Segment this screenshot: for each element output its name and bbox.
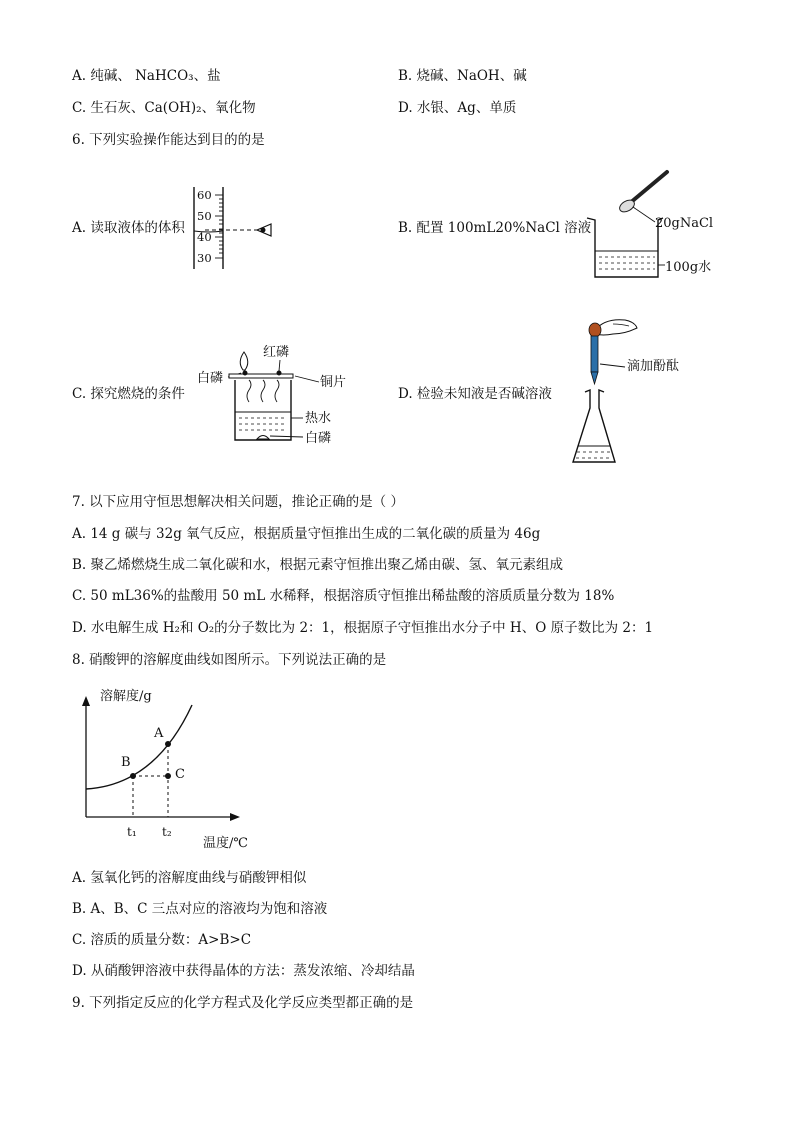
q5-option-b: B. 烧碱、NaOH、碱 [398,68,527,84]
tick-50: 50 [197,209,212,223]
q6-option-a: A. 读取液体的体积 [72,220,185,236]
spoon-icon [618,172,667,214]
y-axis-arrow [82,696,90,706]
label-point-b: B [121,755,131,770]
point-c [165,773,171,779]
q5-option-a: A. 纯碱、 NaHCO₃、盐 [72,68,221,84]
q7-option-a: A. 14 g 碳与 32g 氧气反应，根据质量守恒推出生成的二氧化碳的质量为 46g [72,526,541,542]
label-white-phosphorus-top: 白磷 [197,371,224,386]
q7-option-b: B. 聚乙烯燃烧生成二氧化碳和水，根据元素守恒推出聚乙烯由碳、氢、氧元素组成 [72,557,564,573]
label-white-phosphorus-bottom: 白磷 [305,431,332,446]
combustion-figure [195,340,365,450]
q7-stem: 7. 以下应用守恒思想解决相关问题，推论正确的是（ ） [72,494,404,510]
solute-label: 20gNaCl [655,216,714,231]
tick-30: 30 [197,251,212,265]
q6-stem: 6. 下列实验操作能达到目的的是 [72,132,265,148]
dropper-label: 滴加酚酞 [627,359,680,374]
water-label: 100g水 [665,260,712,275]
solubility-curve-chart [70,682,260,857]
hand-icon [595,320,637,335]
q6-option-b: B. 配置 100mL20%NaCl 溶液 [398,220,592,236]
q8-option-b: B. A、B、C 三点对应的溶液均为饱和溶液 [72,901,328,917]
q6-option-c: C. 探究燃烧的条件 [72,386,185,402]
q7-option-c: C. 50 mL36%的盐酸用 50 mL 水稀释，根据溶质守恒推出稀盐酸的溶质质量分数为 18% [72,588,615,604]
flask-dropper-figure [565,312,705,472]
x-axis-arrow [230,813,240,821]
q6-option-d: D. 检验未知液是否碱溶液 [398,386,552,402]
point-b [130,773,136,779]
point-a [165,741,171,747]
graduated-cylinder-figure [185,185,280,275]
q5-option-d: D. 水银、Ag、单质 [398,100,517,116]
tick-label-t2: t₂ [162,825,172,839]
label-hot-water: 热水 [305,411,332,426]
label-copper-sheet: 铜片 [320,375,347,390]
label-point-c: C [175,767,185,782]
q7-option-d: D. 水电解生成 H₂和 O₂的分子数比为 2：1，根据原子守恒推出水分子中 H、O 原子数比为 2：1 [72,620,654,636]
y-axis-label: 溶解度/g [100,689,152,704]
beaker-solution-figure [585,165,745,285]
q8-stem: 8. 硝酸钾的溶解度曲线如图所示。下列说法正确的是 [72,652,387,668]
flame-icon [240,352,248,370]
q5-option-c: C. 生石灰、Ca(OH)₂、氧化物 [72,100,256,116]
label-point-a: A [154,726,164,741]
tick-60: 60 [197,188,212,202]
tick-40: 40 [197,230,212,244]
x-axis-label: 温度/℃ [203,836,248,851]
q8-option-c: C. 溶质的质量分数：A>B>C [72,932,252,948]
q8-option-d: D. 从硝酸钾溶液中获得晶体的方法：蒸发浓缩、冷却结晶 [72,963,415,979]
tick-label-t1: t₁ [127,825,137,839]
q8-option-a: A. 氢氧化钙的溶解度曲线与硝酸钾相似 [72,870,307,886]
q9-stem: 9. 下列指定反应的化学方程式及化学反应类型都正确的是 [72,995,414,1011]
label-red-phosphorus: 红磷 [263,345,290,360]
eye-icon [257,224,271,236]
dropper-icon [591,336,598,384]
